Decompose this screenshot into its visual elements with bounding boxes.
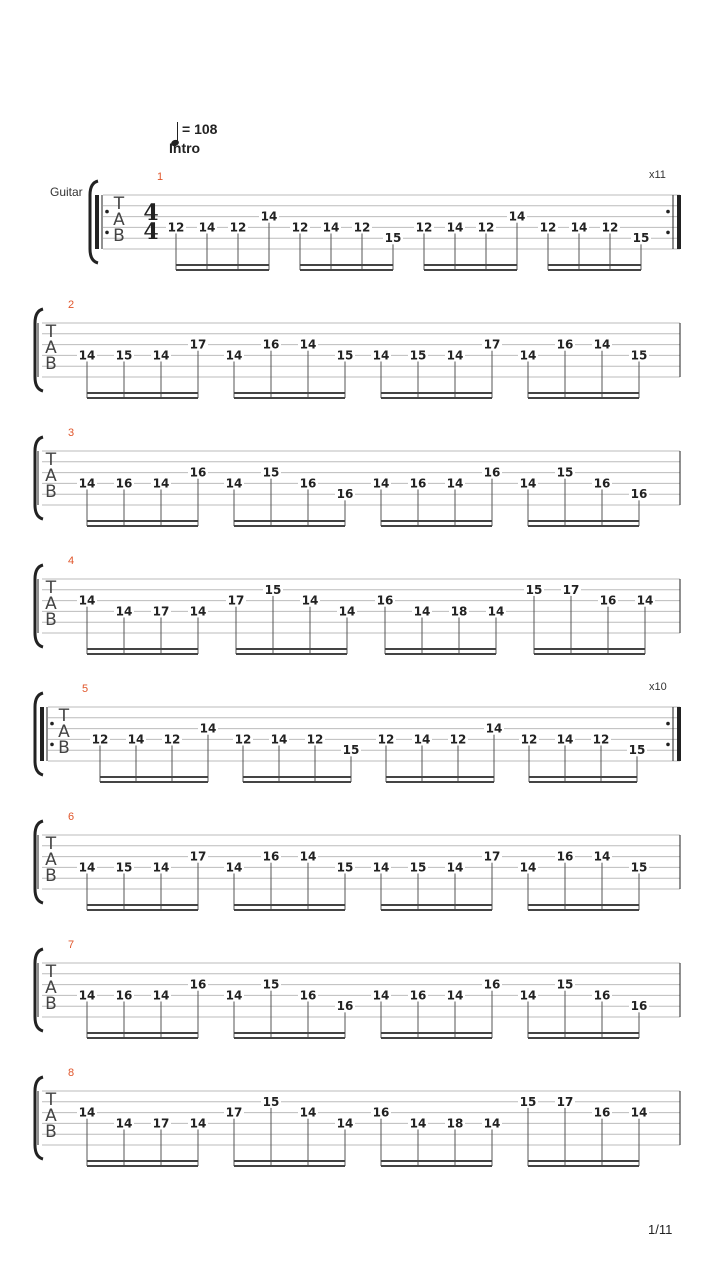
fret-number: 16 bbox=[599, 593, 617, 608]
fret-number: 14 bbox=[260, 209, 278, 224]
fret-number: 14 bbox=[115, 604, 133, 619]
fret-number: 14 bbox=[152, 860, 170, 875]
fret-number: 14 bbox=[198, 220, 216, 235]
fret-number: 16 bbox=[593, 476, 611, 491]
fret-number: 17 bbox=[152, 604, 170, 619]
fret-number: 14 bbox=[225, 476, 243, 491]
fret-number: 15 bbox=[336, 860, 354, 875]
fret-number: 14 bbox=[519, 860, 537, 875]
fret-number: 14 bbox=[299, 337, 317, 352]
measure-number: 3 bbox=[68, 427, 75, 439]
repeat-count: x11 bbox=[649, 169, 666, 181]
system-bracket bbox=[35, 1077, 43, 1159]
fret-number: 12 bbox=[415, 220, 433, 235]
fret-number: 15 bbox=[556, 465, 574, 480]
tab-clef-letter: T bbox=[45, 834, 57, 854]
fret-number: 16 bbox=[336, 487, 354, 502]
fret-number: 17 bbox=[562, 582, 580, 597]
fret-number: 15 bbox=[262, 977, 280, 992]
fret-number: 15 bbox=[525, 582, 543, 597]
fret-number: 12 bbox=[306, 732, 324, 747]
measure-number: 5 bbox=[82, 683, 89, 695]
repeat-dot bbox=[105, 231, 109, 235]
fret-number: 14 bbox=[487, 604, 505, 619]
fret-number: 14 bbox=[78, 1105, 96, 1120]
fret-number: 17 bbox=[483, 337, 501, 352]
fret-number: 16 bbox=[556, 337, 574, 352]
repeat-dot bbox=[50, 722, 54, 726]
fret-number: 16 bbox=[593, 988, 611, 1003]
repeat-start-thick-barline bbox=[40, 707, 44, 761]
fret-number: 14 bbox=[636, 593, 654, 608]
fret-number: 16 bbox=[115, 988, 133, 1003]
fret-number: 12 bbox=[449, 732, 467, 747]
fret-number: 14 bbox=[485, 721, 503, 736]
measure-number: 7 bbox=[68, 939, 75, 951]
fret-number: 16 bbox=[376, 593, 394, 608]
fret-number: 14 bbox=[299, 1105, 317, 1120]
fret-number: 14 bbox=[372, 348, 390, 363]
tab-clef-letter: B bbox=[45, 866, 57, 886]
fret-number: 16 bbox=[409, 476, 427, 491]
instrument-name: Guitar bbox=[50, 185, 83, 199]
fret-number: 15 bbox=[115, 860, 133, 875]
fret-number: 15 bbox=[409, 860, 427, 875]
fret-number: 15 bbox=[115, 348, 133, 363]
fret-number: 14 bbox=[225, 860, 243, 875]
fret-number: 17 bbox=[189, 849, 207, 864]
fret-number: 16 bbox=[593, 1105, 611, 1120]
fret-number: 14 bbox=[372, 860, 390, 875]
fret-number: 15 bbox=[336, 348, 354, 363]
fret-number: 16 bbox=[372, 1105, 390, 1120]
fret-number: 14 bbox=[78, 988, 96, 1003]
fret-number: 12 bbox=[163, 732, 181, 747]
fret-number: 12 bbox=[477, 220, 495, 235]
system-bracket bbox=[35, 565, 43, 647]
fret-number: 14 bbox=[115, 1116, 133, 1131]
fret-number: 12 bbox=[229, 220, 247, 235]
fret-number: 14 bbox=[225, 988, 243, 1003]
fret-number: 15 bbox=[264, 582, 282, 597]
fret-number: 14 bbox=[413, 732, 431, 747]
fret-number: 14 bbox=[78, 476, 96, 491]
fret-number: 14 bbox=[519, 988, 537, 1003]
tab-clef-letter: A bbox=[45, 594, 57, 614]
fret-number: 14 bbox=[556, 732, 574, 747]
fret-number: 16 bbox=[483, 465, 501, 480]
fret-number: 12 bbox=[353, 220, 371, 235]
tab-clef-letter: A bbox=[45, 338, 57, 358]
fret-number: 17 bbox=[556, 1094, 574, 1109]
fret-number: 14 bbox=[446, 220, 464, 235]
repeat-start-thick-barline bbox=[95, 195, 99, 249]
fret-number: 15 bbox=[262, 1094, 280, 1109]
fret-number: 14 bbox=[225, 348, 243, 363]
fret-number: 15 bbox=[409, 348, 427, 363]
fret-number: 15 bbox=[556, 977, 574, 992]
fret-number: 14 bbox=[446, 476, 464, 491]
fret-number: 12 bbox=[234, 732, 252, 747]
fret-number: 16 bbox=[262, 849, 280, 864]
fret-number: 16 bbox=[299, 988, 317, 1003]
repeat-end-thick-barline bbox=[677, 195, 681, 249]
repeat-dot bbox=[50, 743, 54, 747]
repeat-count: x10 bbox=[649, 681, 667, 693]
fret-number: 12 bbox=[167, 220, 185, 235]
fret-number: 14 bbox=[593, 337, 611, 352]
fret-number: 14 bbox=[78, 593, 96, 608]
fret-number: 14 bbox=[78, 860, 96, 875]
fret-number: 16 bbox=[483, 977, 501, 992]
fret-number: 14 bbox=[630, 1105, 648, 1120]
tab-clef-letter: T bbox=[45, 1090, 57, 1110]
fret-number: 14 bbox=[189, 604, 207, 619]
fret-number: 16 bbox=[630, 487, 648, 502]
fret-number: 17 bbox=[483, 849, 501, 864]
repeat-dot bbox=[105, 210, 109, 214]
fret-number: 12 bbox=[91, 732, 109, 747]
repeat-dot bbox=[666, 743, 670, 747]
fret-number: 16 bbox=[299, 476, 317, 491]
fret-number: 17 bbox=[227, 593, 245, 608]
tab-clef-letter: T bbox=[45, 578, 57, 598]
fret-number: 12 bbox=[601, 220, 619, 235]
tab-clef-letter: B bbox=[45, 1122, 57, 1142]
fret-number: 16 bbox=[189, 465, 207, 480]
fret-number: 16 bbox=[262, 337, 280, 352]
repeat-dot bbox=[666, 210, 670, 214]
repeat-dot bbox=[666, 231, 670, 235]
tab-clef-letter: A bbox=[45, 1106, 57, 1126]
measure-number: 2 bbox=[68, 299, 75, 311]
fret-number: 17 bbox=[152, 1116, 170, 1131]
fret-number: 14 bbox=[152, 988, 170, 1003]
fret-number: 15 bbox=[262, 465, 280, 480]
fret-number: 14 bbox=[127, 732, 145, 747]
fret-number: 14 bbox=[301, 593, 319, 608]
fret-number: 14 bbox=[78, 348, 96, 363]
fret-number: 14 bbox=[446, 860, 464, 875]
fret-number: 12 bbox=[539, 220, 557, 235]
tab-clef-letter: B bbox=[45, 354, 57, 374]
fret-number: 14 bbox=[519, 476, 537, 491]
tab-clef-letter: B bbox=[58, 738, 70, 758]
fret-number: 12 bbox=[377, 732, 395, 747]
system-bracket bbox=[35, 821, 43, 903]
fret-number: 16 bbox=[409, 988, 427, 1003]
tab-clef-letter: B bbox=[45, 994, 57, 1014]
tab-clef-letter: A bbox=[113, 210, 125, 230]
fret-number: 14 bbox=[483, 1116, 501, 1131]
tab-clef-letter: A bbox=[45, 978, 57, 998]
tab-clef-letter: T bbox=[45, 450, 57, 470]
fret-number: 14 bbox=[570, 220, 588, 235]
fret-number: 16 bbox=[189, 977, 207, 992]
measure-number: 8 bbox=[68, 1067, 75, 1079]
fret-number: 14 bbox=[338, 604, 356, 619]
fret-number: 15 bbox=[632, 231, 650, 246]
time-signature-top: 4 bbox=[143, 200, 159, 226]
tab-clef-letter: A bbox=[45, 466, 57, 486]
fret-number: 14 bbox=[593, 849, 611, 864]
tempo-value: = 108 bbox=[182, 121, 218, 137]
tab-clef-letter: T bbox=[113, 194, 125, 214]
measure-number: 6 bbox=[68, 811, 75, 823]
fret-number: 15 bbox=[342, 743, 360, 758]
fret-number: 15 bbox=[628, 743, 646, 758]
fret-number: 14 bbox=[372, 476, 390, 491]
fret-number: 12 bbox=[592, 732, 610, 747]
fret-number: 16 bbox=[556, 849, 574, 864]
fret-number: 14 bbox=[270, 732, 288, 747]
time-signature-bottom: 4 bbox=[143, 219, 159, 245]
fret-number: 14 bbox=[336, 1116, 354, 1131]
tab-clef-letter: A bbox=[58, 722, 70, 742]
fret-number: 14 bbox=[189, 1116, 207, 1131]
fret-number: 17 bbox=[189, 337, 207, 352]
measure-number: 1 bbox=[157, 171, 164, 183]
system-bracket bbox=[35, 309, 43, 391]
tab-clef-letter: B bbox=[45, 610, 57, 630]
fret-number: 15 bbox=[630, 348, 648, 363]
fret-number: 14 bbox=[299, 849, 317, 864]
tab-clef-letter: T bbox=[58, 706, 70, 726]
tab-clef-letter: B bbox=[113, 226, 125, 246]
fret-number: 14 bbox=[152, 476, 170, 491]
system-bracket bbox=[35, 949, 43, 1031]
fret-number: 15 bbox=[630, 860, 648, 875]
fret-number: 16 bbox=[630, 999, 648, 1014]
tab-clef-letter: A bbox=[45, 850, 57, 870]
fret-number: 18 bbox=[446, 1116, 464, 1131]
fret-number: 15 bbox=[384, 231, 402, 246]
fret-number: 14 bbox=[409, 1116, 427, 1131]
tab-clef-letter: B bbox=[45, 482, 57, 502]
system-bracket bbox=[35, 437, 43, 519]
page-number: 1/11 bbox=[648, 1222, 673, 1237]
fret-number: 16 bbox=[115, 476, 133, 491]
fret-number: 14 bbox=[322, 220, 340, 235]
fret-number: 14 bbox=[446, 348, 464, 363]
fret-number: 15 bbox=[519, 1094, 537, 1109]
fret-number: 12 bbox=[520, 732, 538, 747]
fret-number: 14 bbox=[199, 721, 217, 736]
fret-number: 14 bbox=[508, 209, 526, 224]
fret-number: 12 bbox=[291, 220, 309, 235]
measure-number: 4 bbox=[68, 555, 75, 567]
tab-clef-letter: T bbox=[45, 322, 57, 342]
fret-number: 14 bbox=[446, 988, 464, 1003]
fret-number: 17 bbox=[225, 1105, 243, 1120]
fret-number: 14 bbox=[519, 348, 537, 363]
tab-clef-letter: T bbox=[45, 962, 57, 982]
fret-number: 14 bbox=[152, 348, 170, 363]
repeat-dot bbox=[666, 722, 670, 726]
fret-number: 14 bbox=[372, 988, 390, 1003]
fret-number: 16 bbox=[336, 999, 354, 1014]
repeat-end-thick-barline bbox=[677, 707, 681, 761]
fret-number: 14 bbox=[413, 604, 431, 619]
section-label: Intro bbox=[169, 140, 201, 156]
fret-number: 18 bbox=[450, 604, 468, 619]
